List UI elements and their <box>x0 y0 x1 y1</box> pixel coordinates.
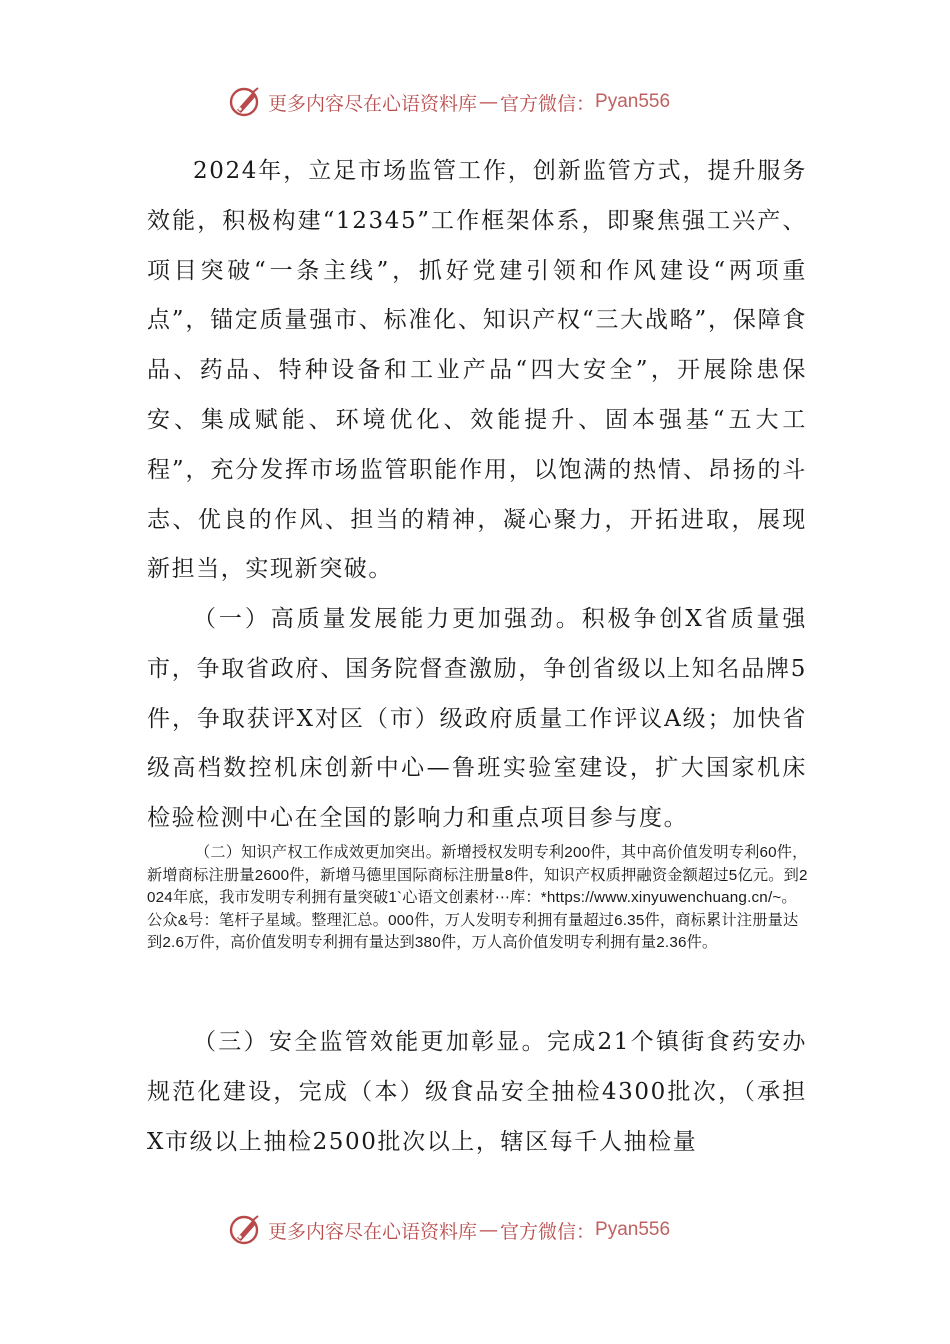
wechat-id: Pyan556 <box>595 91 671 112</box>
pen-logo-icon <box>228 84 264 120</box>
section-2-paragraph <box>147 842 809 955</box>
banner-text: 更多内容尽在心语资料库 <box>268 1220 478 1243</box>
banner-separator: — <box>479 1219 499 1241</box>
wechat-label: 官方微信： <box>500 92 596 115</box>
section-3-paragraph: （三）安全监管效能更加彰显。完成21个镇街食药安办规范化建设，完成（本）级食品安全抽检4300批次，（承担X市级以上抽检2500批次以上，辖区每千人抽检量 <box>147 1029 807 1155</box>
header-banner <box>228 82 670 122</box>
wechat-label: 官方微信： <box>500 1220 596 1243</box>
banner-separator: — <box>479 91 499 113</box>
pen-logo-icon <box>228 1212 264 1248</box>
footer-banner <box>228 1210 670 1250</box>
intro-paragraph: 2024年，立足市场监管工作，创新监管方式，提升服务效能，积极构建“12345”工作框架体系，即聚焦强工兴产、项目突破“一条主线”，抓好党建引领和作风建设“两项重点”，锚定质量强市、标准化、知识产权“三大战略”，保障食品、药品、特种设备和工业产品“四大安全”，开展除患保安、集成赋能、环境优化、效能提升、固本强基“五大工程”，充分发挥市场监管职能作用，以饱满的热情、昂扬的斗志、优良的作风、担当的精神，凝心聚力，开拓进取，展现新担当，实现新突破。 <box>147 158 807 583</box>
section-2-text: （二）知识产权工作成效更加突出。新增授权发明专利200件，其中高价值发明专利60件，新增商标注册量2600件，新增马德里国际商标注册量8件，知识产权质押融资金额超过5亿元。到2024年底，我市发明专利拥有量突破1`心语文创素材⋯库：*https://www.xinyuwenchuang.cn/~。公众&号：笔杆子星域。整理汇总。000件，万人发明专利拥有量超过6.35件，商标累计注册量达到2.6万件，高价值发明专利拥有量达到380件，万人高价值发明专利拥有量2.36件。 <box>147 844 808 952</box>
banner-text: 更多内容尽在心语资料库 <box>268 92 478 115</box>
section-1-paragraph: （一）高质量发展能力更加强劲。积极争创X省质量强市，争取省政府、国务院督查激励，争创省级以上知名品牌5件，争取获评X对区（市）级政府质量工作评议A级；加快省级高档数控机床创新中心—鲁班实验室建设，扩大国家机床检验检测中心在全国的影响力和重点项目参与度。 <box>147 606 807 832</box>
wechat-id: Pyan556 <box>595 1219 671 1240</box>
